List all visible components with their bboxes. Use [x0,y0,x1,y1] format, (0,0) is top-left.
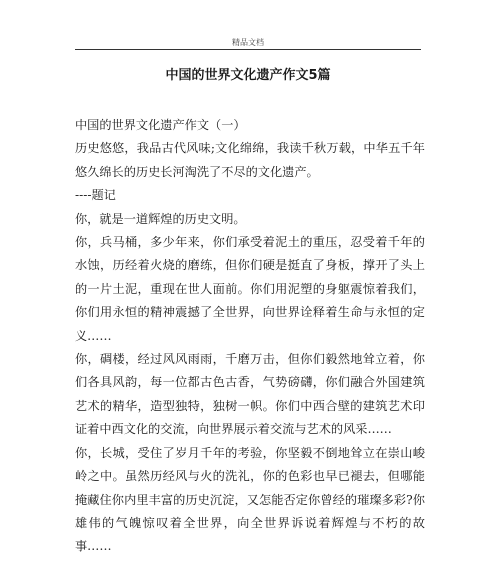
body-paragraph: 你，碉楼，经过风风雨雨，千磨万击，但你们毅然地耸立着，你们各具风韵，每一位都古色古香，气势磅礴，你们融合外国建筑艺术的精华，造型独特，独树一帜。你们中西合壁的建筑艺术印证着中西文化的交流，向世界展示着交流与艺术的风采…… [75,352,425,437]
body-paragraph: 你，兵马桶，多少年来，你们承受着泥土的重压，忍受着千年的水蚀，历经着火烧的磨练，但你们硬是挺直了身板，撑开了头上的一片土泥，重现在世人面前。你们用泥塑的身躯震惊着我们，你们用永恒的精神震撼了全世界，向世界诠释着生命与永恒的定义…… [75,235,425,343]
epigraph-label: ----题记 [75,188,116,203]
body-paragraph: 你，就是一道辉煌的历史文明。 [75,211,246,226]
document-body [75,114,425,559]
section-heading: 中国的世界文化遗产作文（一） [75,118,246,132]
body-paragraph: 历史悠悠，我品古代风味;文化绵绵，我读千秋万载，中华五千年悠久绵长的历史长河淘洗了不尽的文化遗产。 [75,141,425,179]
body-paragraph: 你，长城，受住了岁月千年的考验，你坚毅不倒地耸立在崇山峻岭之中。虽然历经风与火的洗礼，你的色彩也早已褪去，但哪能掩藏住你内里丰富的历史沉淀，又怎能否定你曾经的璀璨多彩?你雄伟的气魄惊叹着全世界，向全世界诉说着辉煌与不朽的故事…… [75,445,425,554]
document-title: 中国的世界文化遗产作文5篇 [165,68,331,83]
page-header-label: 精品文档 [232,38,264,47]
header-divider [75,49,421,50]
